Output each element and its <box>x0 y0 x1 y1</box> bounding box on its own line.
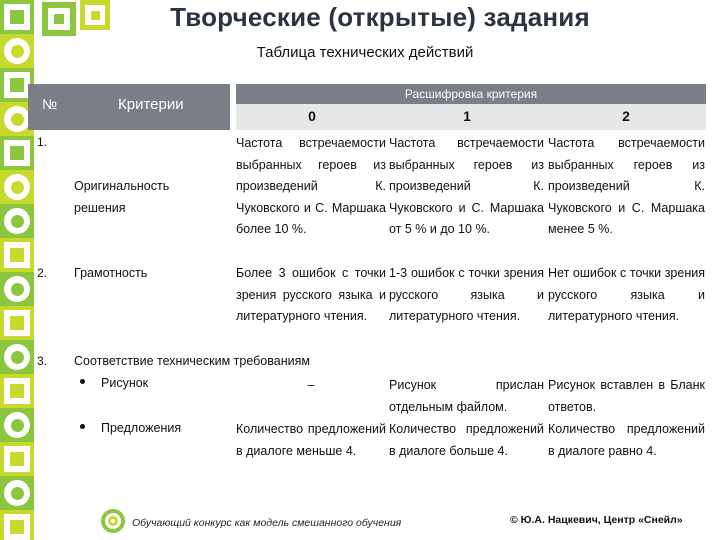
bullet-icon <box>80 424 85 429</box>
square-tile-icon <box>0 306 34 340</box>
square-tile-icon <box>0 0 34 34</box>
footer-caption: Обучающий конкурс как модель смешанного обучения <box>132 517 402 529</box>
header-col-1: 1 <box>463 108 471 124</box>
row3a-col0-text: – <box>307 378 315 392</box>
subcriterion-label: Рисунок <box>101 376 149 390</box>
row1-col2-text: Частота встречаемости выбранных героев из произведений К. Чуковского и С. Маршака менее 5 %. <box>548 136 705 236</box>
decorative-side-strip <box>0 0 34 540</box>
row-number: 3. <box>37 354 48 368</box>
bullet-icon <box>80 379 85 384</box>
header-col-0: 0 <box>308 108 316 124</box>
row1-col1-text: Частота встречаемости выбранных героев из произведений К. Чуковского и С. Маршака от 5 % и до 10 %. <box>389 136 544 236</box>
page-subtitle: Таблица технических действий <box>256 44 474 61</box>
row3a-col2-text: Рисунок вставлен в Бланк ответов. <box>548 378 705 414</box>
header-decode: Расшифровка критерия <box>236 84 706 104</box>
row-number: 1. <box>37 135 48 149</box>
square-tile-icon <box>0 442 34 476</box>
circle-tile-icon <box>0 204 34 238</box>
subcriterion-item <box>80 418 230 440</box>
square-tile-icon <box>0 238 34 272</box>
page-title: Творческие (открытые) задания <box>170 2 590 32</box>
square-tile-icon <box>80 0 110 30</box>
row3b-col0-text: Количество предложений в диалоге меньше 4. <box>236 422 386 458</box>
snail-logo-icon <box>100 508 126 534</box>
circle-tile-icon <box>0 170 34 204</box>
circle-tile-icon <box>0 272 34 306</box>
criterion-label: Оригинальность решения <box>74 179 170 215</box>
circle-tile-icon <box>0 476 34 510</box>
header-criteria: Критерии <box>118 96 184 113</box>
square-tile-icon <box>0 136 34 170</box>
row-number: 2. <box>37 266 48 280</box>
circle-tile-icon <box>0 34 34 68</box>
criterion-label: Грамотность <box>74 266 148 280</box>
header-number: № <box>42 96 58 112</box>
header-col-2: 2 <box>622 108 630 124</box>
criterion-label: Соответствие техническим требованиям <box>74 354 310 368</box>
square-tile-icon <box>42 2 76 36</box>
row1-col0-text: Частота встречаемости выбранных героев из произведений К. Чуковского и С. Маршака более 10 %. <box>236 136 386 236</box>
row2-col0-text: Более 3 ошибок с точки зрения русского языка и литературного чтения. <box>236 266 386 323</box>
subcriterion-label: Предложения <box>101 421 182 435</box>
row2-col1-text: 1-3 ошибок с точки зрения русского языка и литературного чтения. <box>389 266 544 323</box>
circle-tile-icon <box>0 340 34 374</box>
square-tile-icon <box>0 374 34 408</box>
square-tile-icon <box>0 510 34 540</box>
circle-tile-icon <box>0 408 34 442</box>
footer-copyright: © Ю.А. Нацкевич, Центр «Снейл» <box>510 514 683 526</box>
row2-col2-text: Нет ошибок с точки зрения русского языка и литературного чтения. <box>548 266 705 323</box>
row3b-col1-text: Количество предложений в диалоге больше 4. <box>389 422 544 458</box>
row3b-col2-text: Количество предложений в диалоге равно 4. <box>548 422 705 458</box>
row3a-col1-text: Рисунок прислан отдельным файлом. <box>389 378 544 414</box>
subcriterion-item <box>80 373 230 395</box>
